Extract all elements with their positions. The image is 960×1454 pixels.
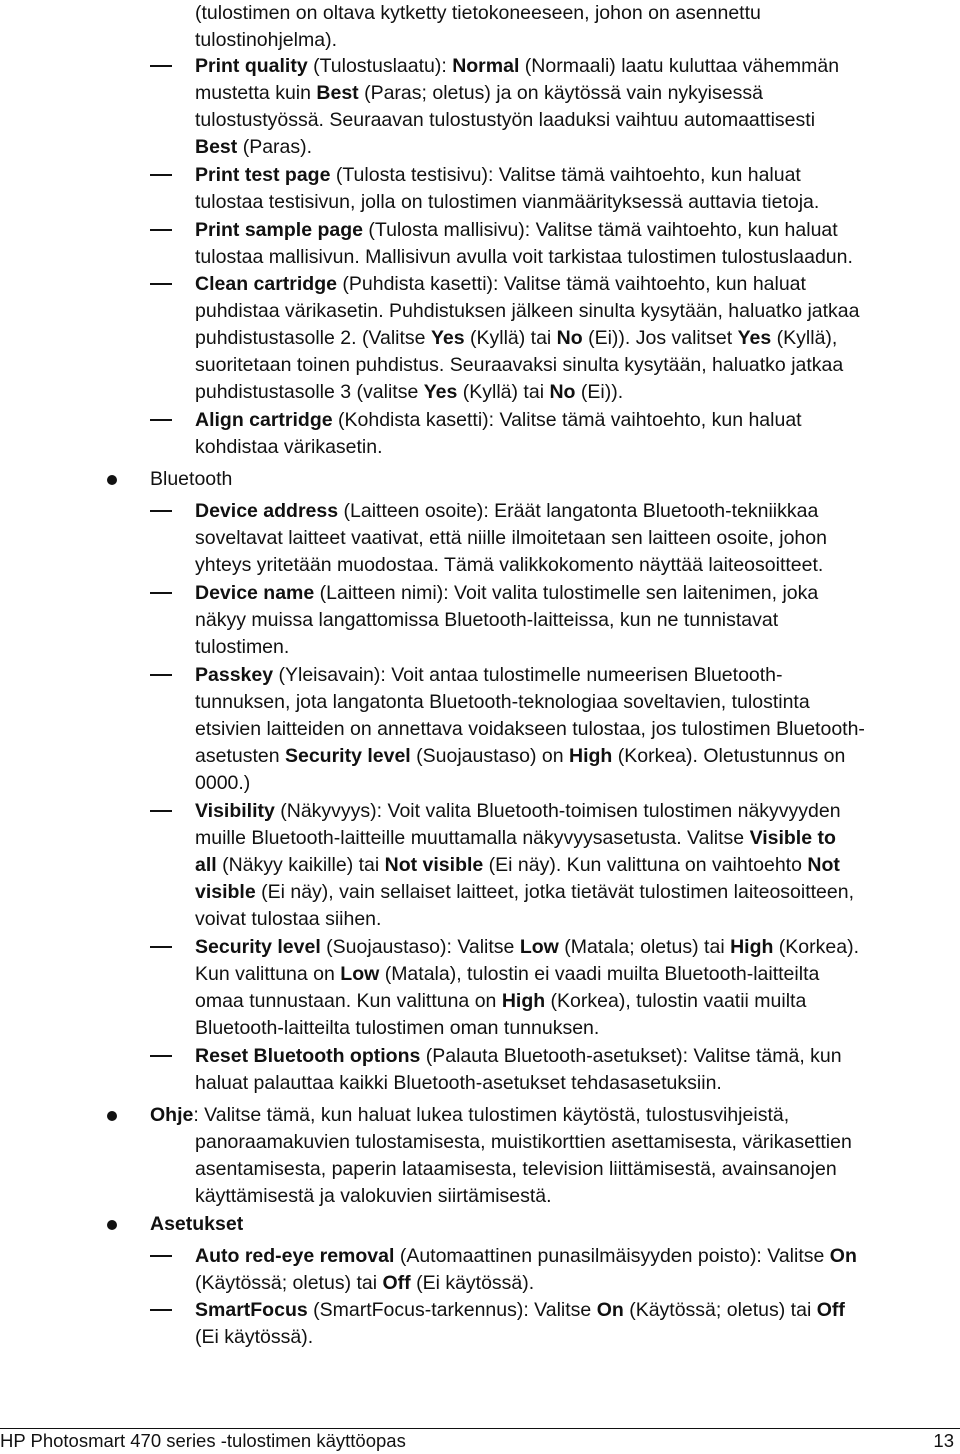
text-span: asentamisesta, paperin lataamisesta, television liittämisestä, avainsanojen: [195, 1158, 837, 1180]
text-span: (SmartFocus-tarkennus): Valitse: [307, 1299, 597, 1321]
text-span: Kun valittuna on: [195, 963, 341, 985]
bold-term: On: [829, 1245, 857, 1267]
bullet-help-icon: [107, 1111, 117, 1121]
text-line: [195, 298, 860, 324]
text-span: (Yleisavain): Voit antaa tulostimelle numeerisen Bluetooth-: [273, 664, 783, 686]
text-line: [195, 525, 827, 551]
text-line: [195, 1070, 722, 1096]
text-line: [195, 1324, 313, 1350]
text-line: [195, 770, 250, 796]
text-span: (Ei)). Jos valitset: [582, 327, 738, 349]
text-span: puhdistustasolle 2. (Valitse: [195, 327, 431, 349]
text-span: puhdistaa värikasetin. Puhdistuksen jälkeen sinulta kysytään, haluatko jatkaa: [195, 300, 860, 322]
text-span: (Näkyvyys): Voit valita Bluetooth-toimisen tulostimen näkyvyyden: [274, 800, 841, 822]
text-span: (Tulostuslaatu):: [307, 55, 453, 77]
text-line: [195, 189, 819, 215]
bold-term: SmartFocus: [195, 1299, 308, 1321]
dash-device-address-marker: [150, 510, 172, 512]
text-span: muille Bluetooth-laitteille muuttamalla näkyvyysasetusta. Valitse: [195, 827, 750, 849]
bold-term: On: [596, 1299, 624, 1321]
bold-term: Off: [382, 1272, 411, 1294]
text-span: voivat tulostaa siihen.: [195, 908, 382, 930]
bold-term: Device address: [195, 500, 339, 522]
text-line: [195, 934, 859, 960]
text-span: Bluetooth: [150, 468, 233, 490]
dash-passkey-marker: [150, 674, 172, 676]
text-span: (Laitteen nimi): Voit valita tulostimelle sen laitenimen, joka: [314, 582, 819, 604]
bullet-bluetooth-icon: [107, 475, 117, 485]
bold-term: Normal: [452, 55, 520, 77]
bold-term: Passkey: [195, 664, 274, 686]
bold-term: High: [569, 745, 613, 767]
bold-term: Print quality: [195, 55, 308, 77]
text-span: (Palauta Bluetooth-asetukset): Valitse tämä, kun: [420, 1045, 842, 1067]
dash-security-marker: [150, 946, 172, 948]
text-line: [195, 27, 337, 53]
bold-term: Yes: [737, 327, 772, 349]
section-heading-help: [150, 1102, 789, 1128]
dash-test-page-marker: [150, 174, 172, 176]
text-span: (Suojaustaso): Valitse: [320, 936, 520, 958]
text-line: [195, 879, 854, 905]
text-span: (Kohdista kasetti): Valitse tämä vaihtoehto, kun haluat: [332, 409, 802, 431]
text-span: (Näkyy kaikille) tai: [216, 854, 385, 876]
text-span: tulostustyössä. Seuraavan tulostustyön laaduksi vaihtuu automaattisesti: [195, 109, 816, 131]
text-span: (tulostimen on oltava kytketty tietokoneeseen, johon on asennettu: [195, 2, 761, 24]
text-line: [195, 379, 623, 405]
text-line: [195, 134, 312, 160]
text-line: [195, 580, 818, 606]
bold-term: visible: [195, 881, 256, 903]
dash-smartfocus-marker: [150, 1309, 172, 1311]
text-span: tulostimen.: [195, 636, 290, 658]
text-line: [195, 53, 839, 79]
bold-term: Clean cartridge: [195, 273, 337, 295]
bold-term: No: [549, 381, 576, 403]
text-line: [195, 607, 778, 633]
text-line: [195, 906, 381, 932]
page-number: 13: [933, 1430, 954, 1451]
text-span: kohdistaa värikasetin.: [195, 436, 383, 458]
text-span: (Kyllä),: [771, 327, 838, 349]
bold-term: Yes: [430, 327, 465, 349]
text-line: [195, 798, 841, 824]
text-span: Bluetooth-laitteilta tulostimen oman tunnuksen.: [195, 1017, 600, 1039]
text-line: [195, 988, 806, 1014]
text-span: mustetta kuin: [195, 82, 317, 104]
text-span: (Automaattinen punasilmäisyyden poisto): Valitse: [394, 1245, 830, 1267]
bold-term: Visibility: [195, 800, 275, 822]
text-line: [195, 1156, 837, 1182]
section-heading-bluetooth: [150, 466, 232, 492]
text-span: (Tulosta mallisivu): Valitse tämä vaihtoehto, kun haluat: [362, 219, 838, 241]
footer-rule: [0, 1428, 960, 1429]
dash-sample-page-marker: [150, 229, 172, 231]
text-span: tulostinohjelma).: [195, 29, 337, 51]
text-span: (Kyllä) tai: [464, 327, 557, 349]
section-heading-settings: [150, 1211, 243, 1237]
bold-term: High: [501, 990, 546, 1012]
text-span: suoritetaan toinen puhdistus. Seuraavaksi sinulta kysytään, haluatko jatkaa: [195, 354, 844, 376]
text-line: [195, 1015, 599, 1041]
text-line: [195, 407, 802, 433]
text-line: [195, 1183, 552, 1209]
text-line: [195, 1270, 534, 1296]
text-span: yhteys yritetään muodostaa. Tämä valikkokomento näyttää laiteosoitteet.: [195, 554, 824, 576]
text-span: asetusten: [195, 745, 285, 767]
bold-term: Print test page: [195, 164, 331, 186]
text-line: [195, 244, 853, 270]
text-span: (Matala; oletus) tai: [558, 936, 731, 958]
bold-term: Security level: [195, 936, 321, 958]
text-span: (Käytössä; oletus) tai: [195, 1272, 383, 1294]
bold-term: Ohje: [150, 1104, 194, 1126]
text-span: (Käytössä; oletus) tai: [623, 1299, 817, 1321]
text-line: [195, 1297, 845, 1323]
bold-term: Auto red-eye removal: [195, 1245, 395, 1267]
text-line: [195, 961, 819, 987]
bold-term: No: [556, 327, 583, 349]
bold-term: Low: [340, 963, 380, 985]
text-span: etsivien laitteiden on annettava voidakseen tulostaa, jos tulostimen Bluetooth-: [195, 718, 865, 740]
text-span: (Laitteen osoite): Eräät langatonta Bluetooth-tekniikkaa: [338, 500, 819, 522]
text-span: (Puhdista kasetti): Valitse tämä vaihtoehto, kun haluat: [336, 273, 806, 295]
text-line: [195, 271, 806, 297]
text-span: tulostaa mallisivun. Mallisivun avulla voit tarkistaa tulostimen tulostuslaadun.: [195, 246, 853, 268]
text-span: (Paras).: [237, 136, 313, 158]
text-span: puhdistustasolle 3 (valitse: [195, 381, 424, 403]
text-line: [195, 434, 383, 460]
text-line: [195, 716, 865, 742]
bold-term: Device name: [195, 582, 315, 604]
dash-quality-marker: [150, 65, 172, 67]
text-span: (Matala), tulostin ei vaadi muilta Bluetooth-laitteilta: [379, 963, 820, 985]
text-span: (Kyllä) tai: [457, 381, 550, 403]
text-line: [195, 634, 289, 660]
dash-visibility-marker: [150, 810, 172, 812]
text-line: [195, 162, 801, 188]
text-line: [195, 689, 810, 715]
text-span: panoraamakuvien tulostamisesta, muistikorttien asettamisesta, värikasettien: [195, 1131, 852, 1153]
bold-term: Security level: [284, 745, 411, 767]
text-line: [195, 80, 763, 106]
bold-term: all: [195, 854, 217, 876]
bold-term: Not: [807, 854, 840, 876]
footer-title: HP Photosmart 470 series -tulostimen käyttöopas: [0, 1430, 406, 1451]
text-line: [195, 552, 823, 578]
text-span: tulostaa testisivun, jolla on tulostimen vianmäärityksessä auttavia tietoja.: [195, 191, 820, 213]
bold-term: Yes: [423, 381, 458, 403]
text-span: käyttämisestä ja valokuvien siirtämisestä.: [195, 1185, 552, 1207]
bold-term: High: [730, 936, 774, 958]
bullet-settings-icon: [107, 1220, 117, 1230]
bold-term: Not visible: [384, 854, 484, 876]
text-span: (Paras; oletus) ja on käytössä vain nykyisessä: [358, 82, 763, 104]
text-span: (Korkea).: [773, 936, 859, 958]
text-line: [195, 0, 761, 26]
text-span: (Suojaustaso) on: [410, 745, 569, 767]
text-span: (Ei näy), vain sellaiset laitteet, jotka tietävät tulostimen laiteosoitteen,: [255, 881, 855, 903]
text-span: soveltavat laitteet vaativat, että niille ilmoitetaan sen laitteen osoite, johon: [195, 527, 827, 549]
bold-term: Reset Bluetooth options: [195, 1045, 421, 1067]
bold-term: Asetukset: [150, 1213, 244, 1235]
bold-term: Visible to: [749, 827, 836, 849]
dash-align-marker: [150, 419, 172, 421]
dash-clean-marker: [150, 283, 172, 285]
bold-term: Align cartridge: [195, 409, 333, 431]
text-line: [195, 825, 836, 851]
dash-reset-marker: [150, 1055, 172, 1057]
text-line: [195, 498, 818, 524]
text-line: [195, 1043, 842, 1069]
text-span: tunnuksen, jota langatonta Bluetooth-teknologiaa soveltavien, tulostinta: [195, 691, 810, 713]
text-span: (Normaali) laatu kuluttaa vähemmän: [519, 55, 840, 77]
dash-device-name-marker: [150, 592, 172, 594]
text-span: (Korkea), tulostin vaatii muilta: [545, 990, 807, 1012]
bold-term: Best: [195, 136, 238, 158]
text-span: (Tulosta testisivu): Valitse tämä vaihtoehto, kun haluat: [330, 164, 801, 186]
bold-term: Low: [519, 936, 559, 958]
bold-term: Off: [816, 1299, 845, 1321]
text-span: 0000.): [195, 772, 251, 794]
text-line: [195, 107, 815, 133]
text-line: [195, 217, 838, 243]
bold-term: Best: [316, 82, 359, 104]
text-span: (Ei näy). Kun valittuna on vaihtoehto: [483, 854, 808, 876]
text-line: [195, 1129, 852, 1155]
dash-redeye-marker: [150, 1255, 172, 1257]
text-span: : Valitse tämä, kun haluat lukea tulostimen käytöstä, tulostusvihjeistä,: [193, 1104, 790, 1126]
text-span: näkyy muissa langattomissa Bluetooth-laitteissa, kun ne tunnistavat: [195, 609, 779, 631]
text-span: (Ei)).: [575, 381, 624, 403]
bold-term: Print sample page: [195, 219, 363, 241]
text-line: [195, 852, 840, 878]
text-line: [195, 325, 837, 351]
text-span: haluat palauttaa kaikki Bluetooth-asetukset tehdasasetuksiin.: [195, 1072, 722, 1094]
text-span: (Ei käytössä).: [195, 1326, 314, 1348]
text-line: [195, 743, 845, 769]
text-line: [195, 1243, 857, 1269]
text-line: [195, 352, 843, 378]
text-line: [195, 662, 783, 688]
text-span: (Ei käytössä).: [410, 1272, 535, 1294]
text-span: (Korkea). Oletustunnus on: [612, 745, 846, 767]
text-span: omaa tunnustaan. Kun valittuna on: [195, 990, 502, 1012]
